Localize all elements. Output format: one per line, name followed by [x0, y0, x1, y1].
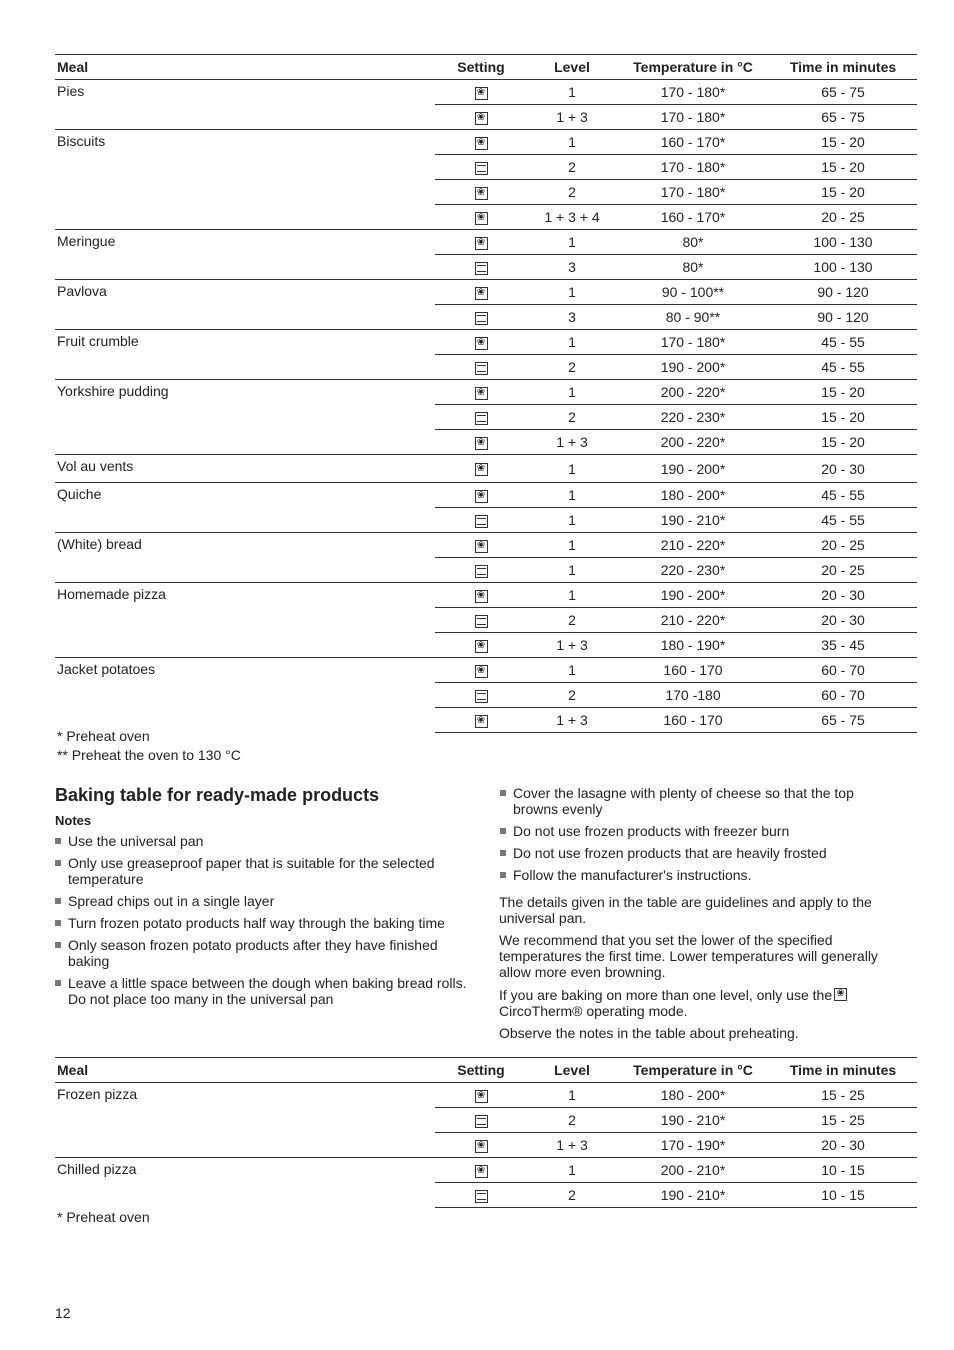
temperature-cell: 170 - 180* — [617, 180, 769, 205]
meal-cell: Chilled pizza — [55, 1158, 435, 1208]
list-item: Cover the lasagne with plenty of cheese so that the top browns evenly — [500, 785, 900, 817]
header-time: Time in minutes — [769, 55, 917, 80]
setting-cell — [435, 1108, 527, 1133]
temperature-cell: 210 - 220* — [617, 608, 769, 633]
setting-cell — [435, 483, 527, 508]
temperature-cell: 220 - 230* — [617, 405, 769, 430]
top-bottom-heating-icon — [475, 690, 488, 703]
table-row — [55, 230, 917, 255]
top-bottom-heating-icon — [475, 362, 488, 375]
footnote-preheat: * Preheat oven — [57, 728, 150, 744]
right-notes-list — [500, 785, 900, 889]
setting-cell — [435, 455, 527, 483]
meal-cell: Biscuits — [55, 130, 435, 230]
circotherm-fan-icon — [475, 1090, 488, 1103]
time-cell: 15 - 20 — [769, 405, 917, 430]
meal-cell: Jacket potatoes — [55, 658, 435, 733]
temperature-cell: 190 - 200* — [617, 355, 769, 380]
left-notes-list — [55, 833, 470, 1013]
table-row — [55, 658, 917, 683]
time-cell: 35 - 45 — [769, 633, 917, 658]
temperature-cell: 190 - 200* — [617, 455, 769, 483]
time-cell: 90 - 120 — [769, 305, 917, 330]
level-cell: 1 + 3 — [527, 633, 617, 658]
setting-cell — [435, 305, 527, 330]
table-row — [55, 1083, 917, 1108]
setting-cell — [435, 105, 527, 130]
header-temperature: Temperature in °C — [617, 55, 769, 80]
level-cell: 1 + 3 — [527, 105, 617, 130]
level-cell: 1 — [527, 508, 617, 533]
top-bottom-heating-icon — [475, 1115, 488, 1128]
ready-made-table — [55, 1057, 917, 1208]
setting-cell — [435, 658, 527, 683]
header-temperature: Temperature in °C — [617, 1058, 769, 1083]
meal-cell: Frozen pizza — [55, 1083, 435, 1158]
temperature-cell: 80 - 90** — [617, 305, 769, 330]
top-bottom-heating-icon — [475, 412, 488, 425]
time-cell: 45 - 55 — [769, 355, 917, 380]
meal-cell: Quiche — [55, 483, 435, 533]
circotherm-fan-icon — [475, 590, 488, 603]
temperature-cell: 200 - 220* — [617, 380, 769, 405]
circotherm-fan-icon — [475, 237, 488, 250]
time-cell: 15 - 20 — [769, 380, 917, 405]
list-item: Only season frozen potato products after they have finished baking — [55, 937, 470, 969]
setting-cell — [435, 1183, 527, 1208]
level-cell: 1 — [527, 558, 617, 583]
temperature-cell: 170 - 180* — [617, 105, 769, 130]
table-row — [55, 483, 917, 508]
list-item: Follow the manufacturer's instructions. — [500, 867, 900, 883]
page-number: 12 — [55, 1305, 71, 1321]
meal-cell: Pies — [55, 80, 435, 130]
footnote-preheat-2: * Preheat oven — [57, 1209, 150, 1225]
time-cell: 20 - 30 — [769, 608, 917, 633]
table-header-row — [55, 55, 917, 80]
time-cell: 20 - 30 — [769, 583, 917, 608]
meal-cell: Vol au vents — [55, 455, 435, 483]
temperature-cell: 160 - 170* — [617, 130, 769, 155]
setting-cell — [435, 380, 527, 405]
temperature-cell: 180 - 200* — [617, 1083, 769, 1108]
table-row — [55, 533, 917, 558]
footnote-preheat-130: ** Preheat the oven to 130 °C — [57, 747, 241, 763]
temperature-cell: 90 - 100** — [617, 280, 769, 305]
setting-cell — [435, 280, 527, 305]
top-bottom-heating-icon — [475, 1190, 488, 1203]
list-item: Do not use frozen products that are heavily frosted — [500, 845, 900, 861]
time-cell: 90 - 120 — [769, 280, 917, 305]
circotherm-fan-icon — [475, 337, 488, 350]
header-level: Level — [527, 55, 617, 80]
setting-cell — [435, 608, 527, 633]
temperature-cell: 170 - 180* — [617, 155, 769, 180]
setting-cell — [435, 255, 527, 280]
circotherm-fan-icon — [475, 463, 488, 476]
time-cell: 20 - 30 — [769, 455, 917, 483]
level-cell: 1 — [527, 330, 617, 355]
temperature-cell: 170 -180 — [617, 683, 769, 708]
time-cell: 15 - 25 — [769, 1083, 917, 1108]
baking-table — [55, 54, 917, 733]
circotherm-fan-icon — [475, 640, 488, 653]
level-cell: 1 — [527, 1083, 617, 1108]
time-cell: 10 - 15 — [769, 1158, 917, 1183]
list-item: Only use greaseproof paper that is suitable for the selected temperature — [55, 855, 470, 887]
level-cell: 2 — [527, 405, 617, 430]
level-cell: 1 — [527, 583, 617, 608]
setting-cell — [435, 708, 527, 733]
setting-cell — [435, 155, 527, 180]
setting-cell — [435, 80, 527, 105]
setting-cell — [435, 683, 527, 708]
level-cell: 2 — [527, 683, 617, 708]
temperature-cell: 170 - 180* — [617, 330, 769, 355]
paragraph-levels-text-b: CircoTherm® operating mode. — [499, 1003, 688, 1019]
table-row — [55, 380, 917, 405]
notes-heading: Notes — [55, 813, 92, 828]
table-row — [55, 330, 917, 355]
setting-cell — [435, 230, 527, 255]
circotherm-fan-icon — [475, 437, 488, 450]
setting-cell — [435, 355, 527, 380]
level-cell: 2 — [527, 155, 617, 180]
level-cell: 3 — [527, 255, 617, 280]
time-cell: 60 - 70 — [769, 683, 917, 708]
temperature-cell: 160 - 170* — [617, 205, 769, 230]
setting-cell — [435, 508, 527, 533]
temperature-cell: 180 - 200* — [617, 483, 769, 508]
temperature-cell: 180 - 190* — [617, 633, 769, 658]
temperature-cell: 210 - 220* — [617, 533, 769, 558]
paragraph-levels-text-a: If you are baking on more than one level, only use the — [499, 987, 833, 1003]
list-item: Turn frozen potato products half way through the baking time — [55, 915, 470, 931]
level-cell: 1 + 3 + 4 — [527, 205, 617, 230]
level-cell: 1 + 3 — [527, 430, 617, 455]
level-cell: 1 — [527, 455, 617, 483]
header-setting: Setting — [435, 55, 527, 80]
temperature-cell: 190 - 210* — [617, 1108, 769, 1133]
setting-cell — [435, 180, 527, 205]
time-cell: 15 - 20 — [769, 130, 917, 155]
header-meal: Meal — [55, 1058, 435, 1083]
top-bottom-heating-icon — [475, 615, 488, 628]
setting-cell — [435, 1083, 527, 1108]
time-cell: 15 - 25 — [769, 1108, 917, 1133]
level-cell: 1 + 3 — [527, 1133, 617, 1158]
meal-cell: (White) bread — [55, 533, 435, 583]
setting-cell — [435, 1158, 527, 1183]
table-header-row — [55, 1058, 917, 1083]
time-cell: 65 - 75 — [769, 708, 917, 733]
table-row — [55, 455, 917, 483]
circotherm-fan-icon — [475, 715, 488, 728]
level-cell: 1 — [527, 280, 617, 305]
section-title: Baking table for ready-made products — [55, 785, 380, 805]
temperature-cell: 160 - 170 — [617, 658, 769, 683]
setting-cell — [435, 1133, 527, 1158]
time-cell: 100 - 130 — [769, 255, 917, 280]
level-cell: 1 — [527, 380, 617, 405]
time-cell: 45 - 55 — [769, 508, 917, 533]
level-cell: 1 + 3 — [527, 708, 617, 733]
circotherm-fan-icon — [475, 490, 488, 503]
temperature-cell: 220 - 230* — [617, 558, 769, 583]
time-cell: 15 - 20 — [769, 180, 917, 205]
time-cell: 100 - 130 — [769, 230, 917, 255]
table-row — [55, 1158, 917, 1183]
level-cell: 2 — [527, 180, 617, 205]
time-cell: 20 - 30 — [769, 1133, 917, 1158]
paragraph-guidelines: The details given in the table are guidelines and apply to the universal pan. — [499, 894, 872, 926]
table-row — [55, 280, 917, 305]
meal-cell: Yorkshire pudding — [55, 380, 435, 455]
setting-cell — [435, 558, 527, 583]
top-bottom-heating-icon — [475, 262, 488, 275]
header-level: Level — [527, 1058, 617, 1083]
circotherm-fan-icon — [475, 387, 488, 400]
header-setting: Setting — [435, 1058, 527, 1083]
temperature-cell: 160 - 170 — [617, 708, 769, 733]
paragraph-temperatures: We recommend that you set the lower of the specified temperatures the first time. Lower temperatures will generally allow more even browning. — [499, 932, 878, 980]
level-cell: 2 — [527, 1108, 617, 1133]
temperature-cell: 200 - 210* — [617, 1158, 769, 1183]
circotherm-fan-icon — [475, 540, 488, 553]
time-cell: 15 - 20 — [769, 155, 917, 180]
circotherm-fan-icon — [475, 1140, 488, 1153]
level-cell: 1 — [527, 130, 617, 155]
meal-cell: Fruit crumble — [55, 330, 435, 380]
setting-cell — [435, 330, 527, 355]
temperature-cell: 170 - 180* — [617, 80, 769, 105]
level-cell: 2 — [527, 608, 617, 633]
header-meal: Meal — [55, 55, 435, 80]
table-row — [55, 130, 917, 155]
setting-cell — [435, 633, 527, 658]
time-cell: 20 - 25 — [769, 533, 917, 558]
level-cell: 1 — [527, 533, 617, 558]
top-bottom-heating-icon — [475, 312, 488, 325]
list-item: Leave a little space between the dough when baking bread rolls. Do not place too many in the universal pan — [55, 975, 470, 1007]
temperature-cell: 80* — [617, 255, 769, 280]
circotherm-fan-icon — [475, 287, 488, 300]
paragraph-preheating: Observe the notes in the table about preheating. — [499, 1025, 799, 1041]
circotherm-fan-icon — [475, 665, 488, 678]
time-cell: 65 - 75 — [769, 80, 917, 105]
temperature-cell: 190 - 200* — [617, 583, 769, 608]
setting-cell — [435, 583, 527, 608]
time-cell: 20 - 25 — [769, 558, 917, 583]
setting-cell — [435, 205, 527, 230]
level-cell: 1 — [527, 1158, 617, 1183]
list-item: Use the universal pan — [55, 833, 470, 849]
table-row — [55, 80, 917, 105]
temperature-cell: 200 - 220* — [617, 430, 769, 455]
level-cell: 1 — [527, 658, 617, 683]
meal-cell: Homemade pizza — [55, 583, 435, 658]
circotherm-fan-icon — [475, 112, 488, 125]
setting-cell — [435, 430, 527, 455]
top-bottom-heating-icon — [475, 162, 488, 175]
level-cell: 2 — [527, 1183, 617, 1208]
level-cell: 3 — [527, 305, 617, 330]
paragraph-levels — [499, 987, 909, 1019]
top-bottom-heating-icon — [475, 515, 488, 528]
circotherm-fan-icon — [475, 137, 488, 150]
time-cell: 65 - 75 — [769, 105, 917, 130]
meal-cell: Pavlova — [55, 280, 435, 330]
list-item: Spread chips out in a single layer — [55, 893, 470, 909]
temperature-cell: 80* — [617, 230, 769, 255]
setting-cell — [435, 405, 527, 430]
top-bottom-heating-icon — [475, 565, 488, 578]
circotherm-fan-icon — [475, 212, 488, 225]
level-cell: 2 — [527, 355, 617, 380]
circotherm-fan-icon — [475, 187, 488, 200]
meal-cell: Meringue — [55, 230, 435, 280]
setting-cell — [435, 130, 527, 155]
time-cell: 45 - 55 — [769, 483, 917, 508]
time-cell: 60 - 70 — [769, 658, 917, 683]
temperature-cell: 190 - 210* — [617, 508, 769, 533]
time-cell: 20 - 25 — [769, 205, 917, 230]
level-cell: 1 — [527, 483, 617, 508]
temperature-cell: 170 - 190* — [617, 1133, 769, 1158]
time-cell: 10 - 15 — [769, 1183, 917, 1208]
level-cell: 1 — [527, 80, 617, 105]
temperature-cell: 190 - 210* — [617, 1183, 769, 1208]
circotherm-fan-icon — [834, 988, 847, 1001]
setting-cell — [435, 533, 527, 558]
time-cell: 15 - 20 — [769, 430, 917, 455]
level-cell: 1 — [527, 230, 617, 255]
header-time: Time in minutes — [769, 1058, 917, 1083]
table-row — [55, 583, 917, 608]
list-item: Do not use frozen products with freezer burn — [500, 823, 900, 839]
time-cell: 45 - 55 — [769, 330, 917, 355]
circotherm-fan-icon — [475, 87, 488, 100]
circotherm-fan-icon — [475, 1165, 488, 1178]
